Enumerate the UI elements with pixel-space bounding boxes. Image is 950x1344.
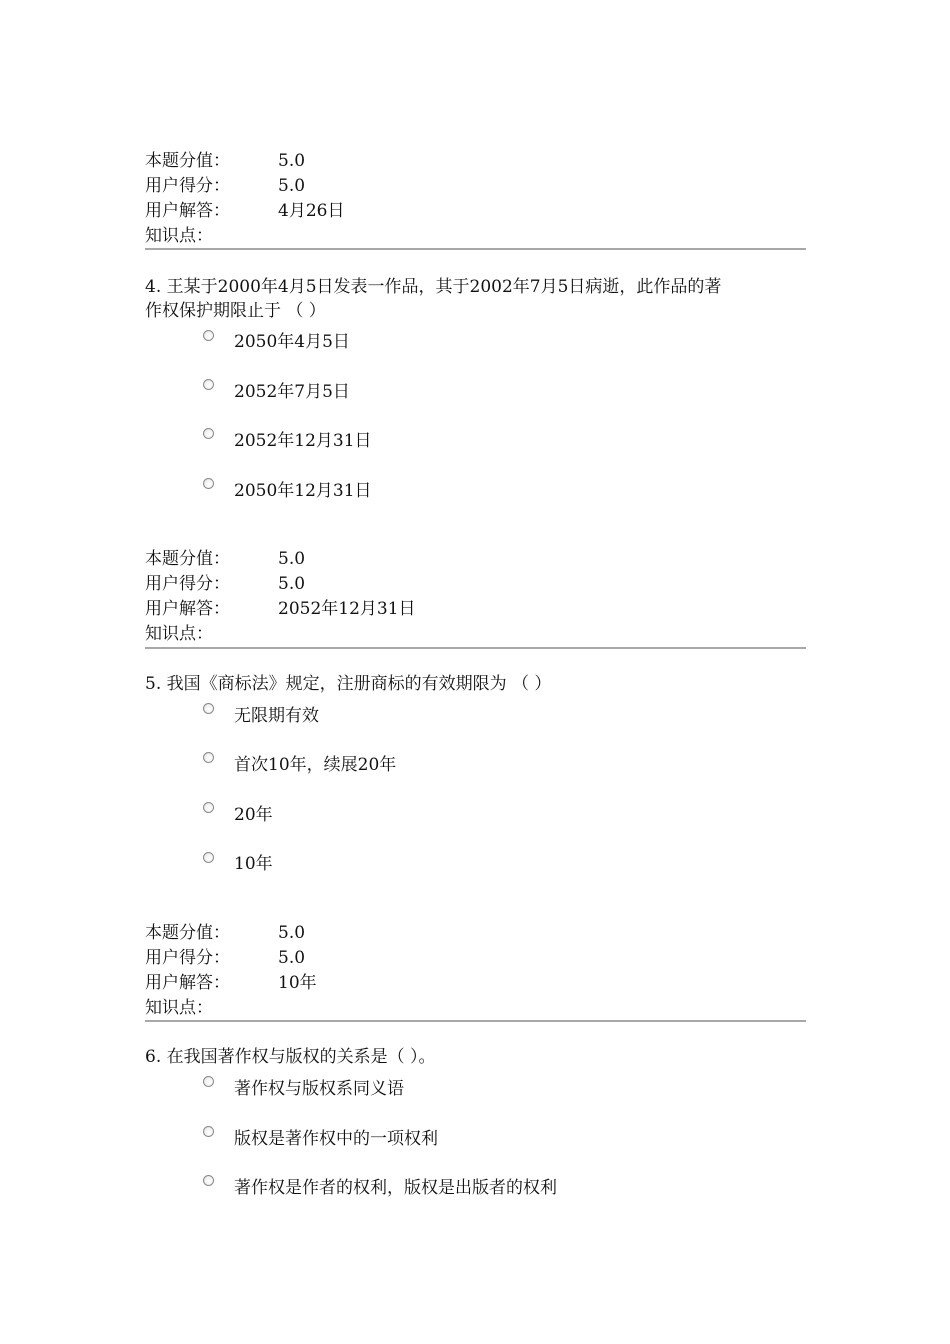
radio-button[interactable] xyxy=(203,1175,214,1186)
user-answer: 10年 xyxy=(278,973,317,993)
divider xyxy=(145,647,806,649)
option-label: 10年 xyxy=(234,854,273,874)
question-5-text: 5. 我国《商标法》规定，注册商标的有效期限为 （ ） xyxy=(145,674,552,694)
user-score-label: 用户得分： xyxy=(145,574,230,594)
radio-button[interactable] xyxy=(203,703,214,714)
knowledge-point-label: 知识点： xyxy=(145,624,213,644)
radio-button[interactable] xyxy=(203,752,214,763)
user-answer-label: 用户解答： xyxy=(145,201,230,221)
user-score-label: 用户得分： xyxy=(145,176,230,196)
option-label: 2052年12月31日 xyxy=(234,431,372,451)
option-label: 2052年7月5日 xyxy=(234,382,350,402)
user-answer-label: 用户解答： xyxy=(145,973,230,993)
knowledge-point-label: 知识点： xyxy=(145,226,213,246)
question-6-text: 6. 在我国著作权与版权的关系是（ ）。 xyxy=(145,1047,436,1067)
option-label: 20年 xyxy=(234,805,273,825)
radio-button[interactable] xyxy=(203,478,214,489)
option-label: 著作权与版权系同义语 xyxy=(234,1079,404,1099)
score-value-label: 本题分值： xyxy=(145,549,230,569)
user-score-label: 用户得分： xyxy=(145,948,230,968)
user-answer-label: 用户解答： xyxy=(145,599,230,619)
user-score: 5.0 xyxy=(278,574,306,594)
option-label: 版权是著作权中的一项权利 xyxy=(234,1129,438,1149)
user-score: 5.0 xyxy=(278,948,306,968)
user-answer: 4月26日 xyxy=(278,201,345,221)
radio-button[interactable] xyxy=(203,1126,214,1137)
option-label: 2050年12月31日 xyxy=(234,481,372,501)
option-label: 无限期有效 xyxy=(234,706,319,726)
radio-button[interactable] xyxy=(203,330,214,341)
question-4-text-cont: 作权保护期限止于 （ ） xyxy=(145,301,326,321)
score-value: 5.0 xyxy=(278,923,306,943)
score-value: 5.0 xyxy=(278,151,306,171)
radio-button[interactable] xyxy=(203,852,214,863)
radio-button[interactable] xyxy=(203,1076,214,1087)
option-label: 2050年4月5日 xyxy=(234,332,350,352)
radio-button[interactable] xyxy=(203,428,214,439)
user-score: 5.0 xyxy=(278,176,306,196)
option-label: 著作权是作者的权利，版权是出版者的权利 xyxy=(234,1178,557,1198)
knowledge-point-label: 知识点： xyxy=(145,998,213,1018)
option-label: 首次10年，续展20年 xyxy=(234,755,397,775)
divider xyxy=(145,248,806,250)
radio-button[interactable] xyxy=(203,379,214,390)
radio-button[interactable] xyxy=(203,802,214,813)
question-4-text: 4. 王某于2000年4月5日发表一作品，其于2002年7月5日病逝，此作品的著 xyxy=(145,277,722,297)
score-value-label: 本题分值： xyxy=(145,151,230,171)
user-answer: 2052年12月31日 xyxy=(278,599,416,619)
divider xyxy=(145,1020,806,1022)
score-value: 5.0 xyxy=(278,549,306,569)
score-value-label: 本题分值： xyxy=(145,923,230,943)
